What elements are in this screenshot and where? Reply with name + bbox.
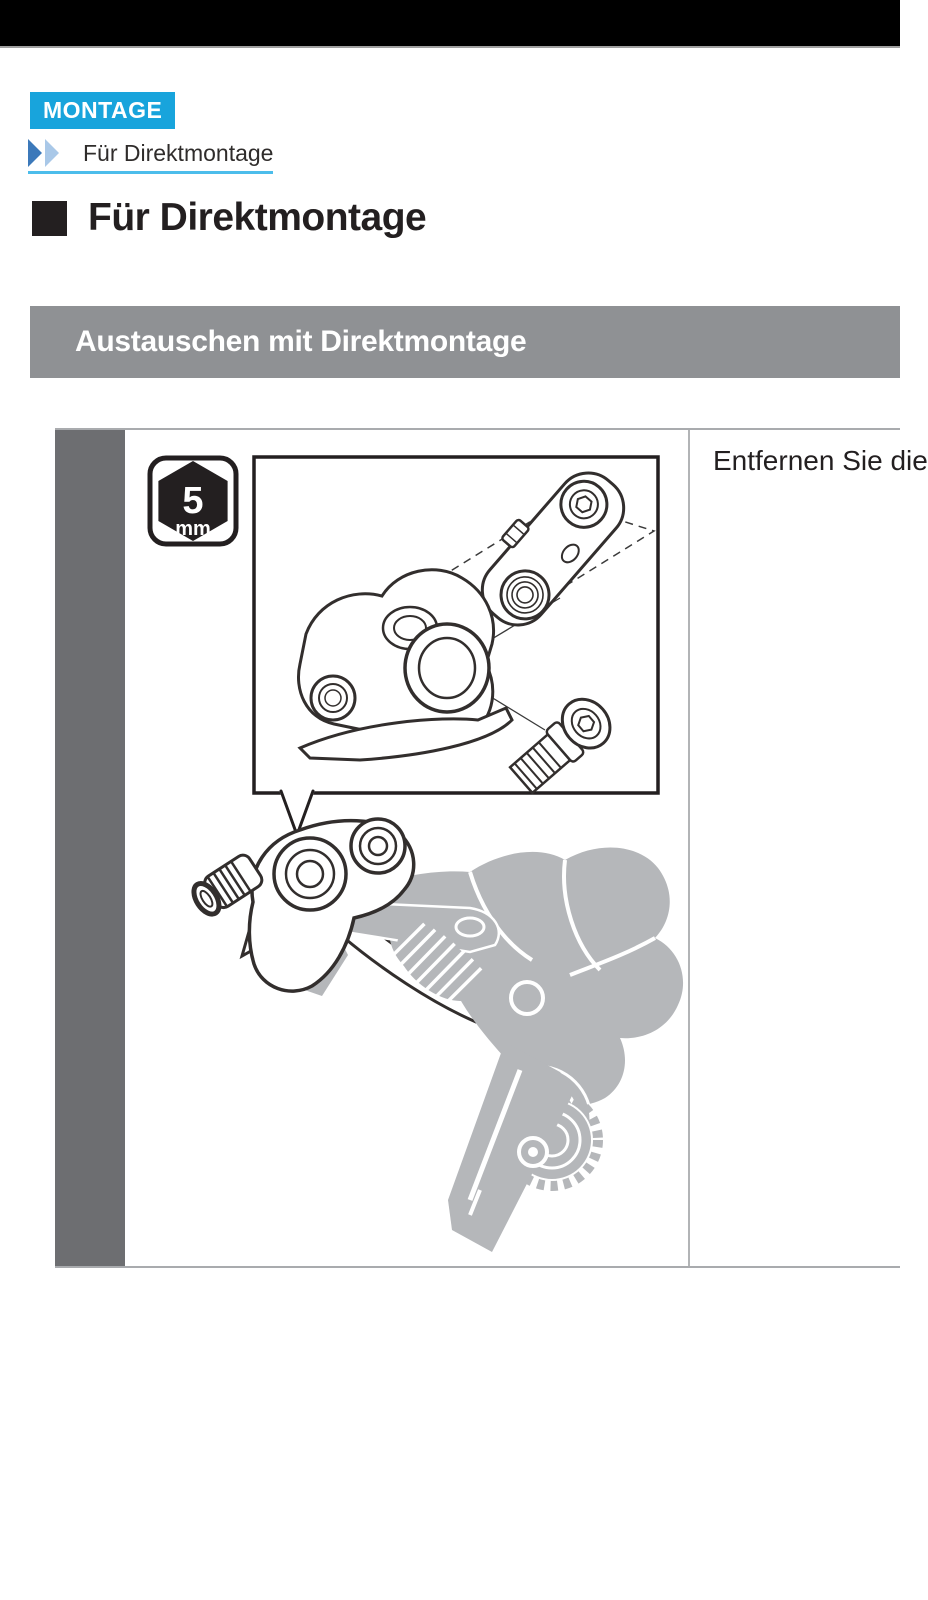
inset-detail-box [254,452,658,836]
instruction-step-box [55,428,928,1268]
subsection-banner-text: Austauschen mit Direktmontage [75,325,527,358]
breadcrumb-arrows-icon [28,139,74,167]
tool-size-unit: mm [175,518,211,540]
title-square-bullet [32,201,67,236]
breadcrumb[interactable] [28,139,273,174]
derailleur-illustration [125,430,688,1266]
cell-divider [688,430,690,1266]
subsection-banner [30,306,900,378]
step-number-bar [55,430,125,1266]
instruction-text: Entfernen Sie die [713,445,928,476]
tool-size-number: 5 [182,480,204,522]
hex-wrench-5mm-icon [150,458,236,544]
page-title-text: Für Direktmontage [88,196,427,239]
breadcrumb-label: Für Direktmontage [83,139,274,166]
top-black-bar [0,0,900,48]
section-badge: MONTAGE [30,92,175,129]
page-title [32,196,426,240]
